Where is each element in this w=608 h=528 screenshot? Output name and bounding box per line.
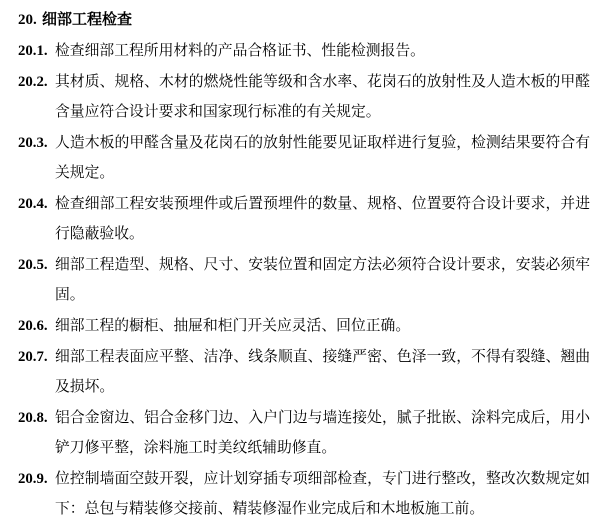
section-number: 20. bbox=[18, 12, 37, 28]
item-text: 铝合金窗边、铝合金移门边、入户门边与墙连接处，腻子批嵌、涂料完成后，用小铲刀修平整，涂料施工时美纹纸辅助修直。 bbox=[55, 410, 590, 456]
item-number: 20.2. bbox=[18, 74, 48, 90]
list-item bbox=[18, 67, 590, 127]
item-number: 20.3. bbox=[18, 135, 48, 151]
section-title: 细部工程检查 bbox=[42, 12, 133, 28]
item-number: 20.9. bbox=[18, 471, 48, 487]
list-item bbox=[18, 311, 590, 341]
item-number: 20.5. bbox=[18, 257, 48, 273]
list-item bbox=[18, 250, 590, 310]
item-number: 20.4. bbox=[18, 196, 48, 212]
item-number: 20.8. bbox=[18, 410, 48, 426]
item-text: 细部工程的橱柜、抽屉和柜门开关应灵活、回位正确。 bbox=[55, 318, 411, 334]
list-item bbox=[18, 464, 590, 524]
list-item bbox=[18, 342, 590, 402]
list-item bbox=[18, 128, 590, 188]
item-text: 人造木板的甲醛含量及花岗石的放射性能要见证取样进行复验，检测结果要符合有关规定。 bbox=[55, 135, 590, 181]
item-number: 20.7. bbox=[18, 349, 48, 365]
section-heading bbox=[18, 5, 590, 35]
item-number: 20.6. bbox=[18, 318, 48, 334]
item-text: 位控制墙面空鼓开裂，应计划穿插专项细部检查，专门进行整改，整改次数规定如下：总包与精装修交接前、精装修湿作业完成后和木地板施工前。 bbox=[55, 471, 590, 517]
item-text: 其材质、规格、木材的燃烧性能等级和含水率、花岗石的放射性及人造木板的甲醛含量应符合设计要求和国家现行标准的有关规定。 bbox=[55, 74, 590, 120]
list-item bbox=[18, 36, 590, 66]
item-text: 细部工程造型、规格、尺寸、安装位置和固定方法必须符合设计要求，安装必须牢固。 bbox=[55, 257, 590, 303]
list-item bbox=[18, 189, 590, 249]
item-text: 检查细部工程安装预埋件或后置预埋件的数量、规格、位置要符合设计要求，并进行隐蔽验收。 bbox=[55, 196, 590, 242]
list-item bbox=[18, 403, 590, 463]
item-text: 细部工程表面应平整、洁净、线条顺直、接缝严密、色泽一致，不得有裂缝、翘曲及损坏。 bbox=[55, 349, 590, 395]
item-number: 20.1. bbox=[18, 43, 48, 59]
item-text: 检查细部工程所用材料的产品合格证书、性能检测报告。 bbox=[55, 43, 425, 59]
